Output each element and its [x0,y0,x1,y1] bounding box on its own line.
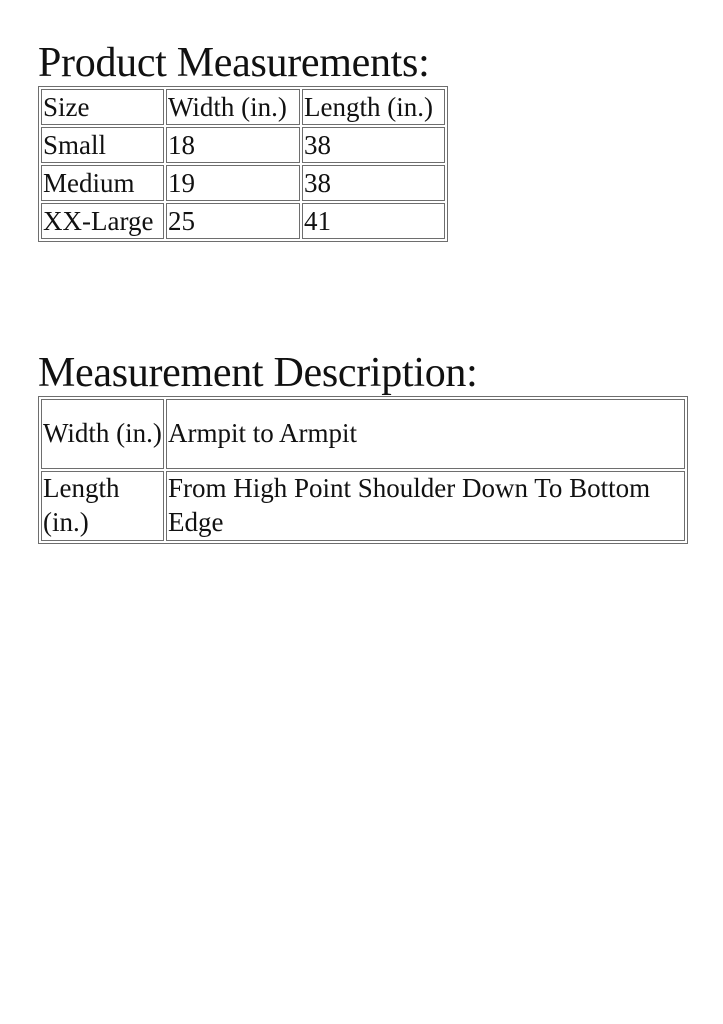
product-measurements-table [38,86,448,242]
cell-size: XX-Large [41,203,164,239]
header-length: Length (in.) [302,89,445,125]
table-row [41,471,685,541]
cell-width: 25 [166,203,300,239]
product-measurements-title: Product Measurements: [38,40,430,86]
measurement-description-table [38,396,688,544]
cell-length: 38 [302,165,445,201]
description-term: Width (in.) [41,399,164,469]
table-row [41,165,445,201]
description-definition: From High Point Shoulder Down To Bottom Edge [166,471,685,541]
measurement-description-title: Measurement Description: [38,350,478,396]
cell-width: 19 [166,165,300,201]
description-term: Length (in.) [41,471,164,541]
table-header-row [41,89,445,125]
cell-size: Medium [41,165,164,201]
table-row [41,399,685,469]
cell-length: 41 [302,203,445,239]
cell-size: Small [41,127,164,163]
cell-width: 18 [166,127,300,163]
description-definition: Armpit to Armpit [166,399,685,469]
table-row [41,127,445,163]
table-row [41,203,445,239]
header-size: Size [41,89,164,125]
cell-length: 38 [302,127,445,163]
header-width: Width (in.) [166,89,300,125]
